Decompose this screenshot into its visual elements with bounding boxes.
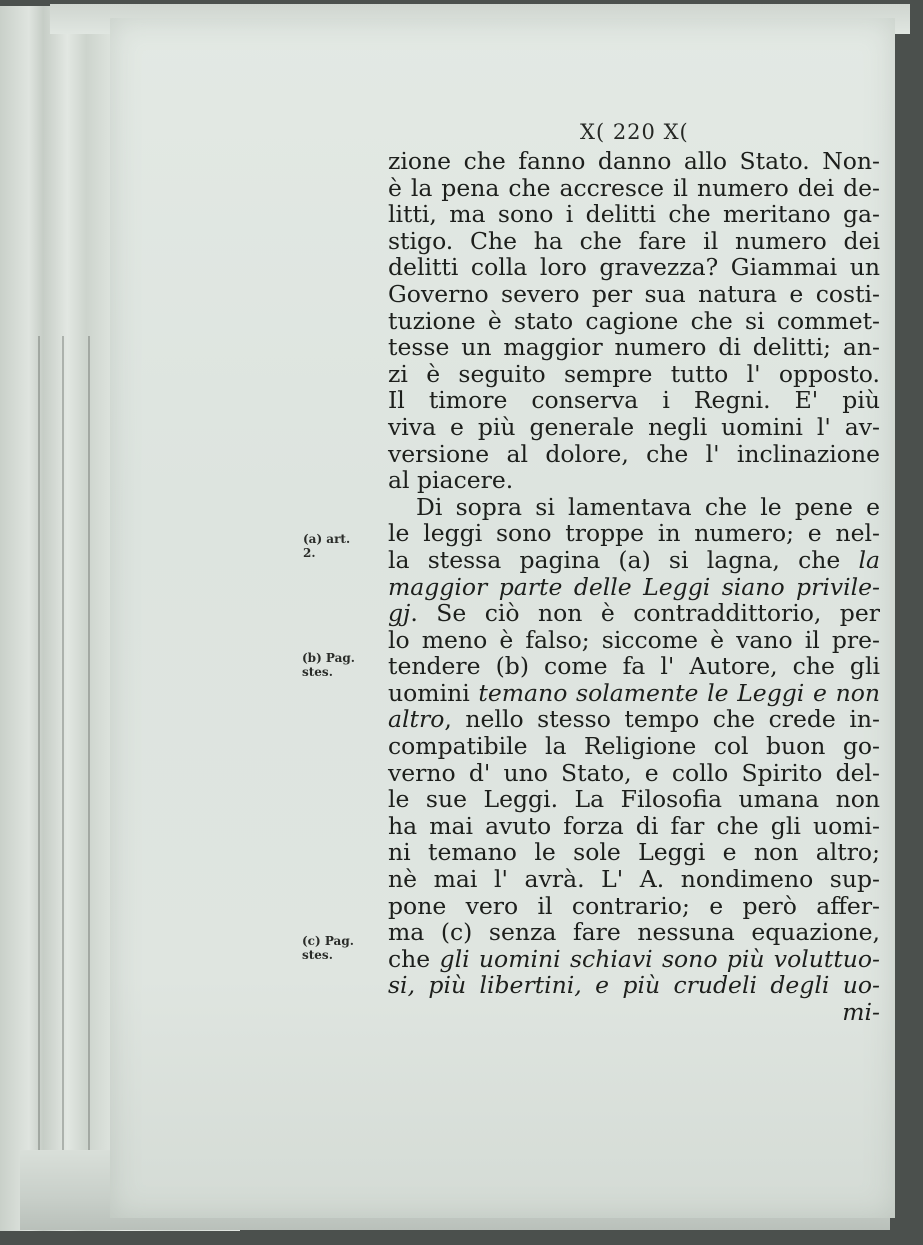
text-span: ni temano le sole Leggi e non altro; — [388, 838, 880, 867]
text-span: al piacere. — [388, 466, 514, 495]
margin-note-b-line2: stes. — [302, 665, 333, 679]
margin-note-b-line1: (b) Pag. — [302, 651, 355, 665]
text-line — [388, 254, 880, 281]
text-line — [388, 414, 880, 441]
stack-line — [88, 336, 90, 1191]
text-line — [388, 148, 880, 175]
text-line — [388, 706, 880, 733]
text-span: Il timore conserva i Regni. E' più — [388, 386, 880, 415]
text-line — [388, 175, 880, 202]
text-span: le leggi sono troppe in numero; e nel- — [388, 519, 880, 548]
text-span: lo meno è falso; siccome è vano il pre- — [388, 625, 880, 654]
text-span: . Se ciò non è contraddittorio, per — [410, 599, 880, 628]
text-span: versione al dolore, che l' inclinazione — [388, 439, 880, 468]
text-span: è la pena che accresce il numero dei de- — [388, 173, 880, 202]
text-line — [388, 866, 880, 893]
text-line — [388, 467, 880, 494]
text-line — [388, 839, 880, 866]
page-header: X( 220 X( — [580, 120, 689, 144]
stack-line — [62, 336, 64, 1191]
text-line — [388, 760, 880, 787]
margin-note-c-line1: (c) Pag. — [302, 934, 354, 948]
text-line — [388, 494, 880, 521]
text-span: tesse un maggior numero di delitti; an- — [388, 333, 880, 362]
text-span: ha mai avuto forza di far che gli uomi- — [388, 811, 880, 840]
margin-note-a — [303, 532, 350, 560]
margin-note-b — [302, 651, 355, 679]
text-line — [388, 653, 880, 680]
text-line — [388, 946, 880, 973]
text-span: Di sopra si lamentava che le pene e — [416, 492, 880, 521]
stack-line — [38, 336, 40, 1191]
text-line — [388, 893, 880, 920]
text-line — [388, 441, 880, 468]
text-span: maggior parte delle Leggi siano privile- — [388, 572, 880, 601]
text-span: delitti colla loro gravezza? Giammai un — [388, 253, 880, 282]
text-span: che — [388, 944, 440, 973]
text-line — [388, 228, 880, 255]
text-line — [388, 334, 880, 361]
text-line — [388, 574, 880, 601]
text-line — [388, 361, 880, 388]
text-span: uomini — [388, 678, 479, 707]
text-line — [388, 786, 880, 813]
text-line — [388, 680, 880, 707]
text-line — [388, 733, 880, 760]
text-line — [388, 201, 880, 228]
margin-note-a-line1: (a) art. — [303, 532, 351, 546]
text-line — [388, 387, 880, 414]
text-line — [388, 919, 880, 946]
text-span: le sue Leggi. La Filosofia umana non — [388, 785, 880, 814]
text-span: si, più libertini, e più crudeli degli uo- — [388, 971, 880, 1000]
margin-note-a-line2: 2. — [303, 546, 316, 560]
text-span: viva e più generale negli uomini l' av- — [388, 412, 880, 441]
text-span: la — [858, 545, 880, 574]
text-span: compatibile la Religione col buon go- — [388, 732, 880, 761]
text-span: zi è seguito sempre tutto l' opposto. — [388, 359, 880, 388]
text-line — [388, 813, 880, 840]
text-span: Governo severo per sua natura e costi- — [388, 279, 880, 308]
text-span: temano solamente le Leggi e non — [478, 678, 880, 707]
text-span: zione che fanno danno allo Stato. Non- — [388, 147, 880, 175]
text-span: , nello stesso tempo che crede in- — [444, 705, 880, 734]
text-line — [388, 520, 880, 547]
text-span: la stessa pagina (a) si lagna, che — [388, 545, 859, 574]
text-span: verno d' uno Stato, e collo Spirito del- — [388, 758, 880, 787]
text-line — [388, 308, 880, 335]
text-span: ma (c) senza fare nessuna equazione, — [388, 918, 880, 947]
text-span: mi- — [842, 998, 880, 1026]
text-span: litti, ma sono i delitti che meritano ga- — [388, 200, 880, 229]
text-span: stigo. Che ha che fare il numero dei — [388, 226, 880, 255]
text-span: pone vero il contrario; e però affer- — [388, 891, 880, 920]
text-line — [388, 999, 880, 1026]
body-text — [388, 148, 880, 1026]
text-span: gj — [388, 599, 411, 628]
text-line — [388, 972, 880, 999]
text-line — [388, 281, 880, 308]
text-span: tuzione è stato cagione che si commet- — [388, 306, 880, 335]
text-span: tendere (b) come fa l' Autore, che gli — [388, 652, 880, 681]
margin-note-c — [302, 934, 354, 962]
margin-note-c-line2: stes. — [302, 948, 333, 962]
text-span: gli uomini schiavi sono più voluttuo- — [439, 944, 880, 973]
text-line — [388, 600, 880, 627]
text-line — [388, 627, 880, 654]
text-span: altro — [388, 705, 445, 734]
text-span: nè mai l' avrà. L' A. nondimeno sup- — [388, 865, 880, 894]
text-line — [388, 547, 880, 574]
